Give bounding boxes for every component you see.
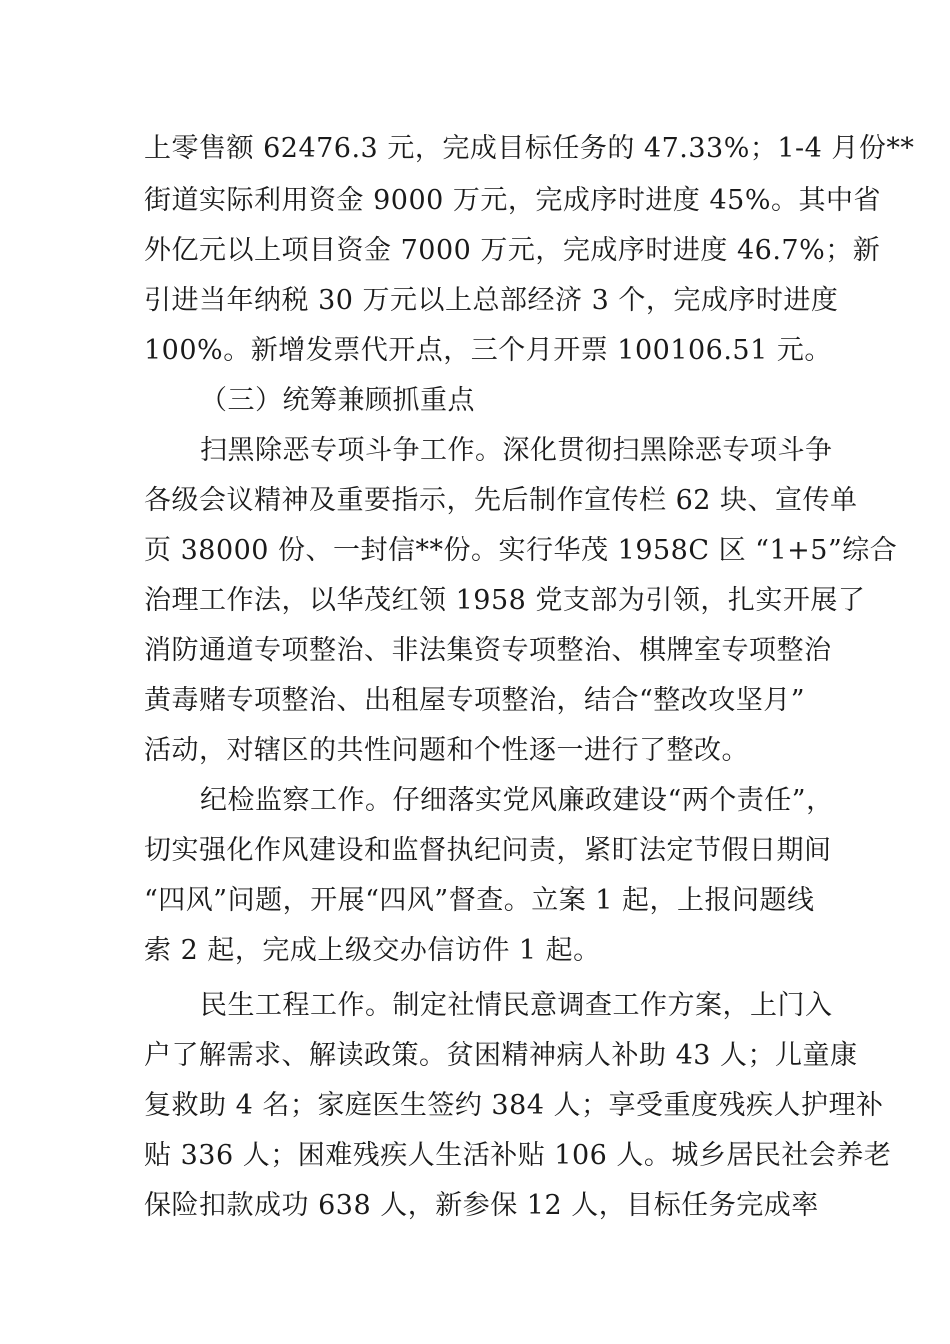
text-line: 治理工作法，以华茂红领 1958 党支部为引领，扎实开展了 (144, 585, 866, 616)
text-line: 引进当年纳税 30 万元以上总部经济 3 个，完成序时进度 (144, 285, 839, 316)
text-line: 上零售额 62476.3 元，完成目标任务的 47.33%；1-4 月份** (144, 133, 915, 164)
text-line: 活动，对辖区的共性问题和个性逐一进行了整改。 (144, 735, 749, 766)
text-line: 复救助 4 名；家庭医生签约 384 人；享受重度残疾人护理补 (144, 1090, 884, 1121)
text-line: 黄毒赌专项整治、出租屋专项整治，结合“整改攻坚月” (144, 685, 806, 716)
text-line: 100%。新增发票代开点，三个月开票 100106.51 元。 (144, 335, 832, 366)
text-line: 贴 336 人；困难残疾人生活补贴 106 人。城乡居民社会养老 (144, 1140, 892, 1171)
text-line: 外亿元以上项目资金 7000 万元，完成序时进度 46.7%；新 (144, 235, 881, 266)
paragraph-first-line: 民生工程工作。制定社情民意调查工作方案，上门入 (200, 990, 833, 1021)
text-line: 页 38000 份、一封信**份。实行华茂 1958C 区 “1+5”综合 (144, 535, 898, 566)
text-line: “四风”问题，开展“四风”督查。立案 1 起，上报问题线 (144, 885, 815, 916)
text-line: 索 2 起，完成上级交办信访件 1 起。 (144, 935, 601, 966)
text-line: 街道实际利用资金 9000 万元，完成序时进度 45%。其中省 (144, 185, 881, 216)
text-line: 户了解需求、解读政策。贫困精神病人补助 43 人；儿童康 (144, 1040, 858, 1071)
text-line: 保险扣款成功 638 人，新参保 12 人，目标任务完成率 (144, 1190, 819, 1221)
text-line: 切实强化作风建设和监督执纪问责，紧盯法定节假日期间 (144, 835, 832, 866)
text-line: 各级会议精神及重要指示，先后制作宣传栏 62 块、宣传单 (144, 485, 858, 516)
text-line: 消防通道专项整治、非法集资专项整治、棋牌室专项整治 (144, 635, 832, 666)
section-heading: （三）统筹兼顾抓重点 (200, 385, 475, 416)
paragraph-first-line: 纪检监察工作。仔细落实党风廉政建设“两个责任”， (200, 785, 834, 816)
paragraph-first-line: 扫黑除恶专项斗争工作。深化贯彻扫黑除恶专项斗争 (200, 435, 833, 466)
